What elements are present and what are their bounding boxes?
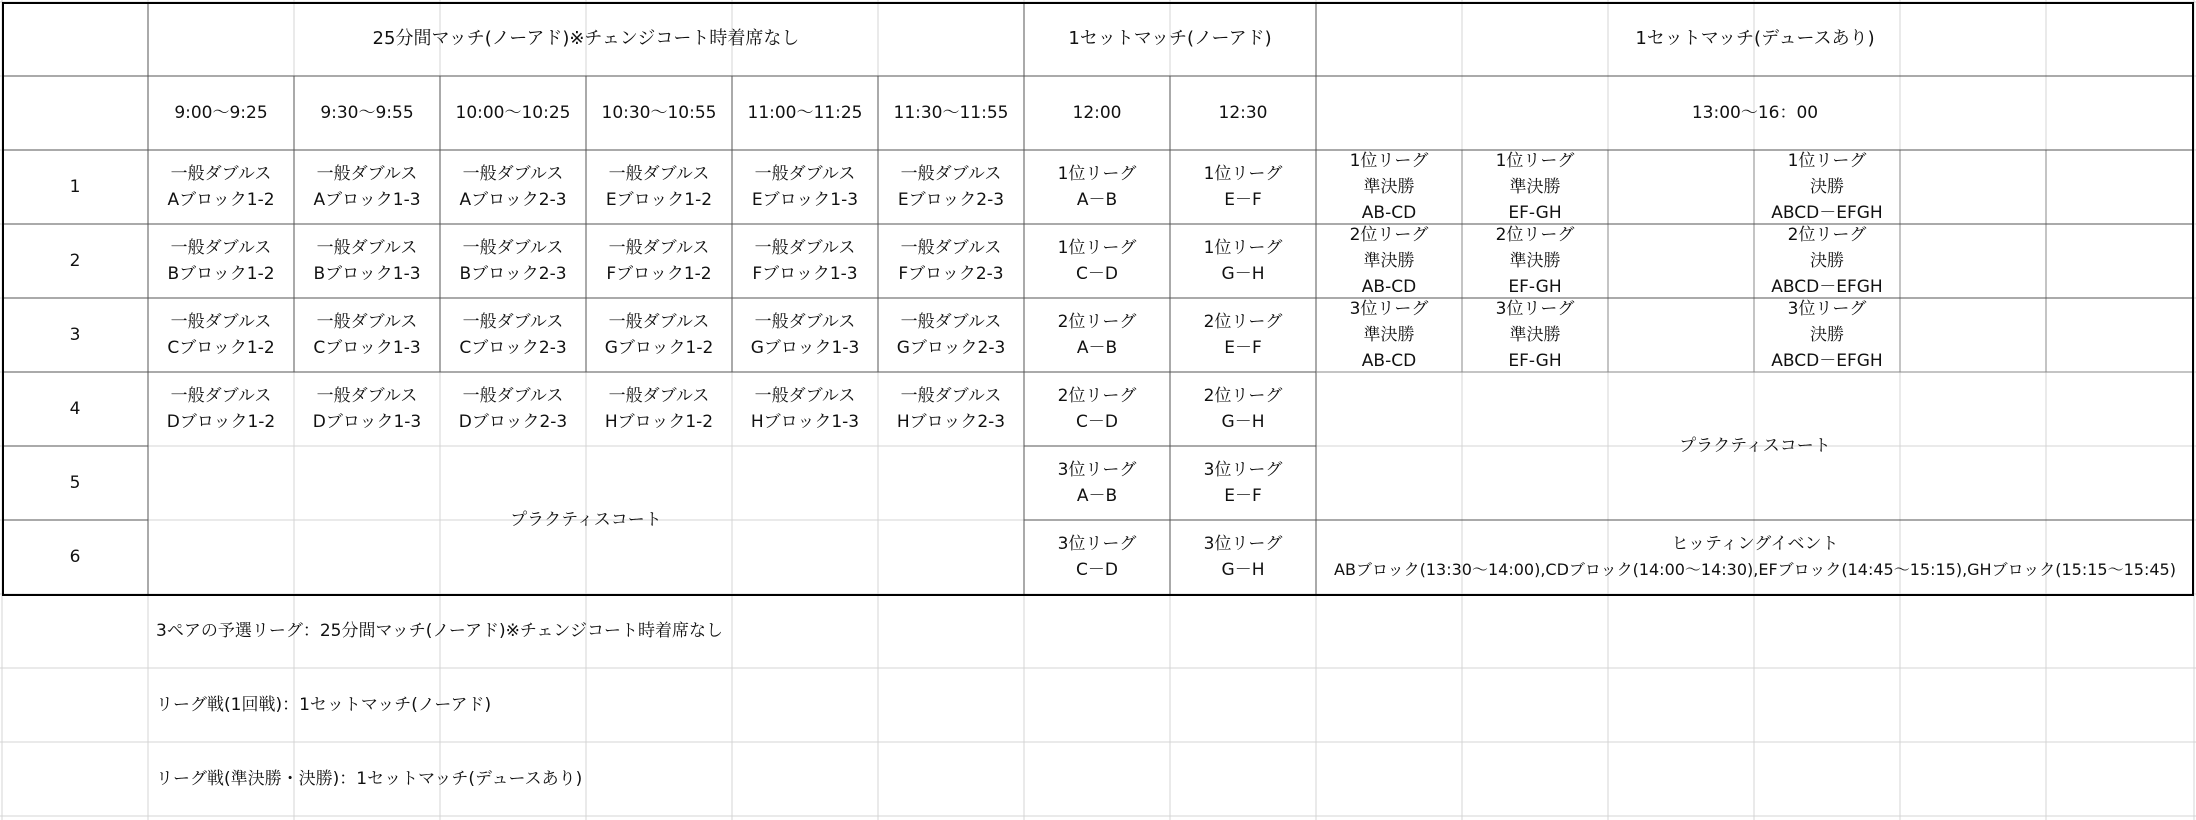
semifinal-match-line3: EF-GH — [1508, 203, 1562, 223]
court-number-5 — [2, 446, 148, 520]
league-match-line2: A－B — [1076, 190, 1118, 210]
league-match-line2: C－D — [1076, 264, 1118, 284]
doubles-match-line2: Aブロック2-3 — [459, 190, 567, 210]
doubles-match — [148, 224, 294, 298]
practice-court-left — [148, 446, 1024, 594]
header-1set-noad — [1024, 2, 1316, 76]
doubles-match-line1: 一般ダブルス — [462, 164, 564, 184]
league-match-line2: A－B — [1076, 486, 1118, 506]
doubles-match — [148, 298, 294, 372]
time-slot-8 — [1170, 76, 1316, 150]
doubles-match — [148, 372, 294, 446]
league-match-line1: 1位リーグ — [1057, 238, 1137, 258]
doubles-match-line2: Dブロック1-2 — [166, 412, 276, 432]
doubles-match — [586, 372, 732, 446]
doubles-match-line1: 一般ダブルス — [754, 312, 856, 332]
doubles-match-line2: Hブロック1-3 — [750, 412, 860, 432]
league-match-line1: 1位リーグ — [1203, 164, 1283, 184]
doubles-match-line2: Eブロック2-3 — [897, 190, 1005, 210]
semifinal-match-line3: EF-GH — [1508, 351, 1562, 371]
league-match-line2: G－H — [1221, 560, 1265, 580]
doubles-match-line2: Eブロック1-3 — [751, 190, 859, 210]
doubles-match-line1: 一般ダブルス — [170, 238, 272, 258]
doubles-match-line1: 一般ダブルス — [608, 238, 710, 258]
time-slot-8-line1: 12:30 — [1218, 103, 1268, 123]
doubles-match-line1: 一般ダブルス — [316, 164, 418, 184]
semifinal-match-line2: 準決勝 — [1363, 177, 1415, 197]
doubles-match-line1: 一般ダブルス — [900, 312, 1002, 332]
time-slot-9 — [1316, 76, 2194, 150]
semifinal-match-line1: 1位リーグ — [1349, 151, 1429, 171]
league-match-line1: 3位リーグ — [1203, 460, 1283, 480]
semifinal-match-line3: AB-CD — [1361, 277, 1417, 297]
doubles-match — [732, 224, 878, 298]
league-match-line1: 3位リーグ — [1057, 460, 1137, 480]
league-match-line1: 3位リーグ — [1057, 534, 1137, 554]
final-match — [1608, 150, 2046, 224]
time-slot-3-line1: 10:00～10:25 — [455, 103, 571, 123]
doubles-match — [440, 224, 586, 298]
time-slot-5 — [732, 76, 878, 150]
practice-court-right — [1316, 372, 2194, 520]
league-match-line1: 1位リーグ — [1057, 164, 1137, 184]
league-match-line2: C－D — [1076, 412, 1118, 432]
doubles-match — [294, 224, 440, 298]
semifinal-match-line1: 2位リーグ — [1349, 225, 1429, 245]
doubles-match-line2: Eブロック1-2 — [605, 190, 713, 210]
doubles-match-line2: Dブロック1-3 — [312, 412, 422, 432]
header-25min-match-line1: 25分間マッチ(ノーアド)※チェンジコート時着席なし — [372, 28, 800, 49]
league-match — [1170, 298, 1316, 372]
semifinal-match-line2: 準決勝 — [1509, 251, 1561, 271]
semifinal-match — [1462, 224, 1608, 298]
time-slot-9-line1: 13:00～16：00 — [1691, 103, 1819, 123]
doubles-match — [440, 372, 586, 446]
doubles-match-line1: 一般ダブルス — [900, 386, 1002, 406]
doubles-match — [294, 298, 440, 372]
header-25min-match — [148, 2, 1024, 76]
semifinal-match-line3: AB-CD — [1361, 203, 1417, 223]
doubles-match-line1: 一般ダブルス — [608, 164, 710, 184]
semifinal-match — [1462, 150, 1608, 224]
league-match — [1024, 224, 1170, 298]
semifinal-match-line1: 1位リーグ — [1495, 151, 1575, 171]
doubles-match — [878, 298, 1024, 372]
court-number-1 — [2, 150, 148, 224]
final-match-line3: ABCD－EFGH — [1771, 203, 1883, 223]
practice-court-left-line1: プラクティスコート — [510, 510, 662, 530]
final-match-line1: 3位リーグ — [1787, 299, 1867, 319]
court-number-4 — [2, 372, 148, 446]
doubles-match-line2: Bブロック1-3 — [313, 264, 421, 284]
doubles-match-line1: 一般ダブルス — [316, 238, 418, 258]
semifinal-match-line2: 準決勝 — [1509, 177, 1561, 197]
doubles-match — [878, 224, 1024, 298]
time-slot-3 — [440, 76, 586, 150]
semifinal-match-line1: 2位リーグ — [1495, 225, 1575, 245]
league-match — [1024, 446, 1170, 520]
semifinal-match-line3: EF-GH — [1508, 277, 1562, 297]
semifinal-match — [1316, 298, 1462, 372]
doubles-match-line2: Cブロック1-3 — [313, 338, 421, 358]
doubles-match — [732, 372, 878, 446]
doubles-match-line2: Fブロック2-3 — [898, 264, 1004, 284]
league-match-line1: 3位リーグ — [1203, 534, 1283, 554]
doubles-match-line2: Hブロック2-3 — [896, 412, 1006, 432]
doubles-match-line2: Cブロック1-2 — [167, 338, 275, 358]
semifinal-match-line2: 準決勝 — [1509, 325, 1561, 345]
league-match — [1170, 446, 1316, 520]
doubles-match-line1: 一般ダブルス — [900, 164, 1002, 184]
court-number-3-line1: 3 — [69, 325, 81, 345]
final-match-line2: 決勝 — [1810, 177, 1844, 197]
time-slot-1 — [148, 76, 294, 150]
header-1set-deuce-line1: 1セットマッチ(デュースあり) — [1635, 28, 1875, 49]
header-1set-deuce — [1316, 2, 2194, 76]
doubles-match-line2: Gブロック2-3 — [896, 338, 1006, 358]
doubles-match — [586, 298, 732, 372]
league-match-line2: E－F — [1224, 486, 1262, 506]
time-slot-1-line1: 9:00～9:25 — [174, 103, 268, 123]
league-match — [1170, 150, 1316, 224]
time-slot-4 — [586, 76, 732, 150]
note-league-round1 — [148, 668, 1024, 742]
league-match — [1170, 372, 1316, 446]
header-1set-noad-line1: 1セットマッチ(ノーアド) — [1068, 28, 1272, 49]
hitting-event-line2: ABブロック(13:30～14:00),CDブロック(14:00～14:30),EFブロック(14:45～15:15),GHブロック(15:15～15:45) — [1334, 560, 2176, 579]
final-match-line3: ABCD－EFGH — [1771, 277, 1883, 297]
doubles-match-line2: Aブロック1-2 — [167, 190, 275, 210]
doubles-match-line1: 一般ダブルス — [462, 238, 564, 258]
final-match — [1608, 298, 2046, 372]
court-number-6 — [2, 520, 148, 594]
time-slot-6 — [878, 76, 1024, 150]
doubles-match-line1: 一般ダブルス — [170, 164, 272, 184]
final-match — [1608, 224, 2046, 298]
time-slot-2-line1: 9:30～9:55 — [320, 103, 414, 123]
semifinal-match-line2: 準決勝 — [1363, 251, 1415, 271]
note-league-finals-line1: リーグ戦(準決勝・決勝)：1セットマッチ(デュースあり) — [156, 769, 583, 789]
court-number-4-line1: 4 — [69, 399, 81, 419]
league-match-line1: 2位リーグ — [1057, 312, 1137, 332]
doubles-match-line1: 一般ダブルス — [462, 386, 564, 406]
doubles-match-line2: Fブロック1-3 — [752, 264, 858, 284]
note-league-finals — [148, 742, 1024, 816]
court-number-2 — [2, 224, 148, 298]
doubles-match-line1: 一般ダブルス — [754, 238, 856, 258]
time-slot-5-line1: 11:00～11:25 — [747, 103, 863, 123]
final-match-line1: 2位リーグ — [1787, 225, 1867, 245]
league-match — [1024, 372, 1170, 446]
court-number-1-line1: 1 — [69, 177, 81, 197]
court-number-6-line1: 6 — [69, 547, 81, 567]
league-match-line2: G－H — [1221, 412, 1265, 432]
semifinal-match-line1: 3位リーグ — [1495, 299, 1575, 319]
semifinal-match-line3: AB-CD — [1361, 351, 1417, 371]
semifinal-match — [1316, 150, 1462, 224]
league-match-line1: 2位リーグ — [1203, 312, 1283, 332]
doubles-match — [586, 150, 732, 224]
doubles-match — [878, 372, 1024, 446]
league-match — [1024, 150, 1170, 224]
league-match-line2: G－H — [1221, 264, 1265, 284]
doubles-match-line1: 一般ダブルス — [462, 312, 564, 332]
doubles-match-line2: Bブロック2-3 — [459, 264, 567, 284]
league-match — [1170, 520, 1316, 594]
final-match-line2: 決勝 — [1810, 251, 1844, 271]
semifinal-match — [1316, 224, 1462, 298]
doubles-match-line1: 一般ダブルス — [170, 312, 272, 332]
doubles-match-line2: Fブロック1-2 — [606, 264, 712, 284]
semifinal-match-line1: 3位リーグ — [1349, 299, 1429, 319]
doubles-match-line1: 一般ダブルス — [608, 386, 710, 406]
doubles-match-line1: 一般ダブルス — [754, 386, 856, 406]
hitting-event — [1316, 520, 2194, 594]
doubles-match — [440, 298, 586, 372]
semifinal-match — [1462, 298, 1608, 372]
time-slot-7 — [1024, 76, 1170, 150]
doubles-match-line1: 一般ダブルス — [754, 164, 856, 184]
doubles-match-line2: Bブロック1-2 — [167, 264, 275, 284]
doubles-match — [878, 150, 1024, 224]
note-preliminary — [148, 594, 1024, 668]
doubles-match — [294, 150, 440, 224]
league-match-line1: 2位リーグ — [1057, 386, 1137, 406]
doubles-match-line1: 一般ダブルス — [608, 312, 710, 332]
league-match-line1: 1位リーグ — [1203, 238, 1283, 258]
final-match-line1: 1位リーグ — [1787, 151, 1867, 171]
doubles-match — [148, 150, 294, 224]
doubles-match — [586, 224, 732, 298]
final-match-line2: 決勝 — [1810, 325, 1844, 345]
court-number-3 — [2, 298, 148, 372]
note-preliminary-line1: 3ペアの予選リーグ：25分間マッチ(ノーアド)※チェンジコート時着席なし — [156, 621, 723, 641]
league-match — [1024, 298, 1170, 372]
time-slot-2 — [294, 76, 440, 150]
doubles-match-line1: 一般ダブルス — [900, 238, 1002, 258]
league-match-line2: E－F — [1224, 190, 1262, 210]
doubles-match-line2: Gブロック1-3 — [750, 338, 860, 358]
doubles-match-line1: 一般ダブルス — [170, 386, 272, 406]
league-match-line2: E－F — [1224, 338, 1262, 358]
doubles-match-line2: Gブロック1-2 — [604, 338, 714, 358]
court-number-2-line1: 2 — [69, 251, 81, 271]
league-match-line1: 2位リーグ — [1203, 386, 1283, 406]
doubles-match-line2: Dブロック2-3 — [458, 412, 568, 432]
time-slot-4-line1: 10:30～10:55 — [601, 103, 717, 123]
time-slot-7-line1: 12:00 — [1072, 103, 1122, 123]
doubles-match — [732, 150, 878, 224]
hitting-event-line1: ヒッティングイベント — [1671, 534, 1839, 554]
doubles-match-line2: Aブロック1-3 — [313, 190, 421, 210]
practice-court-right-line1: プラクティスコート — [1679, 436, 1831, 456]
doubles-match-line2: Cブロック2-3 — [459, 338, 567, 358]
semifinal-match-line2: 準決勝 — [1363, 325, 1415, 345]
league-match-line2: A－B — [1076, 338, 1118, 358]
league-match — [1170, 224, 1316, 298]
league-match-line2: C－D — [1076, 560, 1118, 580]
doubles-match — [294, 372, 440, 446]
doubles-match-line1: 一般ダブルス — [316, 386, 418, 406]
doubles-match — [732, 298, 878, 372]
doubles-match-line1: 一般ダブルス — [316, 312, 418, 332]
time-slot-6-line1: 11:30～11:55 — [893, 103, 1009, 123]
note-league-round1-line1: リーグ戦(1回戦)：1セットマッチ(ノーアド) — [156, 695, 492, 715]
court-number-5-line1: 5 — [69, 473, 81, 493]
league-match — [1024, 520, 1170, 594]
final-match-line3: ABCD－EFGH — [1771, 351, 1883, 371]
doubles-match-line2: Hブロック1-2 — [604, 412, 714, 432]
doubles-match — [440, 150, 586, 224]
